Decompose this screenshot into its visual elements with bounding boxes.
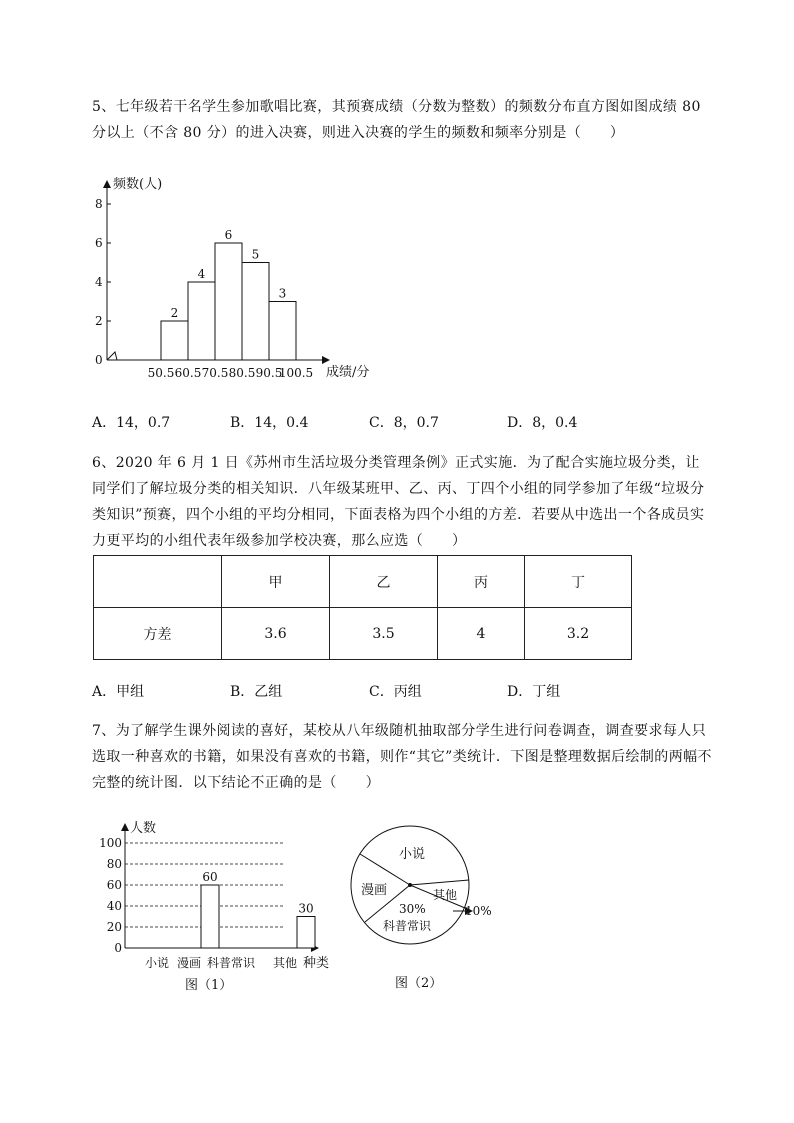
histogram-x-ticks: [148, 366, 314, 380]
x-tick-label: 漫画: [176, 956, 202, 970]
pie-label-comic: 漫画: [361, 883, 388, 898]
x-tick-label: 其他: [272, 956, 298, 970]
pie-label-novel: 小说: [399, 847, 426, 862]
q7-bar-chart: [95, 815, 345, 975]
bar-chart-bars: [201, 870, 315, 948]
pie-annotation-30: 30%: [399, 902, 426, 916]
table-header-cell: 丁: [525, 556, 632, 608]
q5-histogram: [80, 170, 400, 385]
x-tick-label: 90.5: [255, 366, 283, 380]
table-row-label: 方差: [94, 608, 222, 660]
bar-data-label: 4: [197, 267, 206, 281]
x-tick-label: 50.5: [147, 366, 175, 380]
y-tick-label: 0: [114, 941, 122, 955]
histogram-bar: [188, 282, 215, 360]
table-header-cell: 乙: [330, 556, 438, 608]
q6-option-d[interactable]: D．丁组: [507, 684, 561, 700]
table-cell: 3.2: [525, 608, 632, 660]
bar: [297, 917, 315, 949]
table-cell: 4: [438, 608, 525, 660]
bar-data-label: 3: [278, 286, 287, 301]
x-tick-label: 100.5: [278, 366, 314, 380]
axis-break: [107, 352, 117, 360]
y-tick-label: 100: [99, 836, 122, 850]
q6-option-c[interactable]: C．丙组: [369, 684, 422, 700]
bar-data-label: 6: [224, 228, 233, 242]
fig2-caption: 图（2）: [395, 976, 443, 991]
table-header-cell: [94, 556, 222, 608]
y-tick-label: 8: [95, 197, 103, 211]
bar-chart-x-ticks: [145, 955, 297, 970]
histogram-y-ticks: [95, 197, 111, 367]
bar-chart-y-ticks: [99, 836, 122, 955]
q5-option-a[interactable]: A．14，0.7: [92, 415, 171, 431]
histogram-bar: [215, 243, 242, 360]
bar-data-label: 30: [298, 901, 314, 916]
bar-data-label: 2: [170, 306, 179, 320]
y-tick-label: 4: [95, 275, 103, 289]
q5-text: 5、七年级若干名学生参加歌唱比赛，其预赛成绩（分数为整数）的频数分布直方图如图成绩 80 分以上（不含 80 分）的进入决赛，则进入决赛的学生的频数和频率分别是（ ）: [92, 99, 701, 141]
y-tick-label: 2: [95, 314, 103, 328]
q5-option-d[interactable]: D．8，0.4: [507, 415, 578, 431]
q7-pie-chart: [345, 822, 515, 947]
histogram-bar: [269, 302, 296, 361]
table-header-cell: 丙: [438, 556, 525, 608]
histogram-x-label: 成绩/分: [326, 365, 370, 380]
q5-option-c[interactable]: C．8，0.7: [369, 415, 439, 431]
x-tick-label: 80.5: [228, 366, 256, 380]
histogram-bar: [161, 321, 188, 360]
histogram-bar: [242, 263, 269, 361]
y-tick-label: 6: [95, 236, 103, 250]
table-cell: 3.5: [330, 608, 438, 660]
table-row: [94, 608, 632, 660]
histogram-y-label: 频数(人): [113, 177, 163, 192]
bar-chart-axes: [125, 825, 317, 948]
bar-data-label: 5: [251, 247, 260, 262]
fig1-caption: 图（1）: [185, 978, 233, 993]
q6-option-a[interactable]: A．甲组: [92, 684, 145, 700]
q6-text: 6、2020 年 6 月 1 日《苏州市生活垃圾分类管理条例》正式实施．为了配合实施垃圾分类，让同学们了解垃圾分类的相关知识．八年级某班甲、乙、丙、丁四个小组的同学参加了年级“垃圾分类知识”预赛，四个小组的平均分相同，下面表格为四个小组的方差．若要从中选出一个各成员实力更平均的小组代表年级参加学校决赛，那么应选（ ）: [92, 455, 705, 549]
pie-center: [408, 883, 412, 887]
bar-data-label: 60: [202, 870, 218, 884]
x-tick-label: 小说: [144, 956, 170, 970]
y-tick-label: 80: [106, 857, 122, 871]
bar-chart-y-label: 人数: [130, 821, 157, 836]
histogram-bars: [161, 228, 296, 360]
x-tick-label: 60.5: [174, 366, 202, 380]
table-cell: 3.6: [222, 608, 330, 660]
pie-label-other: 其他: [433, 888, 458, 902]
pie-annotation-10: 10%: [465, 904, 492, 918]
bar-chart-x-label: 种类: [303, 956, 330, 971]
variance-table: [93, 555, 632, 660]
y-tick-label: 60: [106, 878, 122, 892]
q7-text: 7、为了解学生课外阅读的喜好，某校从八年级随机抽取部分学生进行问卷调查，调查要求每人只选取一种喜欢的书籍，如果没有喜欢的书籍，则作“其它”类统计．下图是整理数据后绘制的两幅不完整的统计图．以下结论不正确的是（ ）: [92, 723, 712, 791]
y-tick-label: 40: [106, 899, 122, 913]
y-tick-label: 0: [95, 353, 103, 367]
q5-option-b[interactable]: B．14，0.4: [230, 415, 309, 431]
q6-option-b[interactable]: B．乙组: [230, 684, 283, 700]
table-header-row: [94, 556, 632, 608]
table-header-cell: 甲: [222, 556, 330, 608]
pie-label-science: 科普常识: [383, 919, 432, 933]
y-tick-label: 20: [106, 920, 122, 934]
x-tick-label: 70.5: [201, 366, 229, 380]
x-tick-label: 科普常识: [206, 956, 256, 970]
bar: [201, 885, 219, 948]
